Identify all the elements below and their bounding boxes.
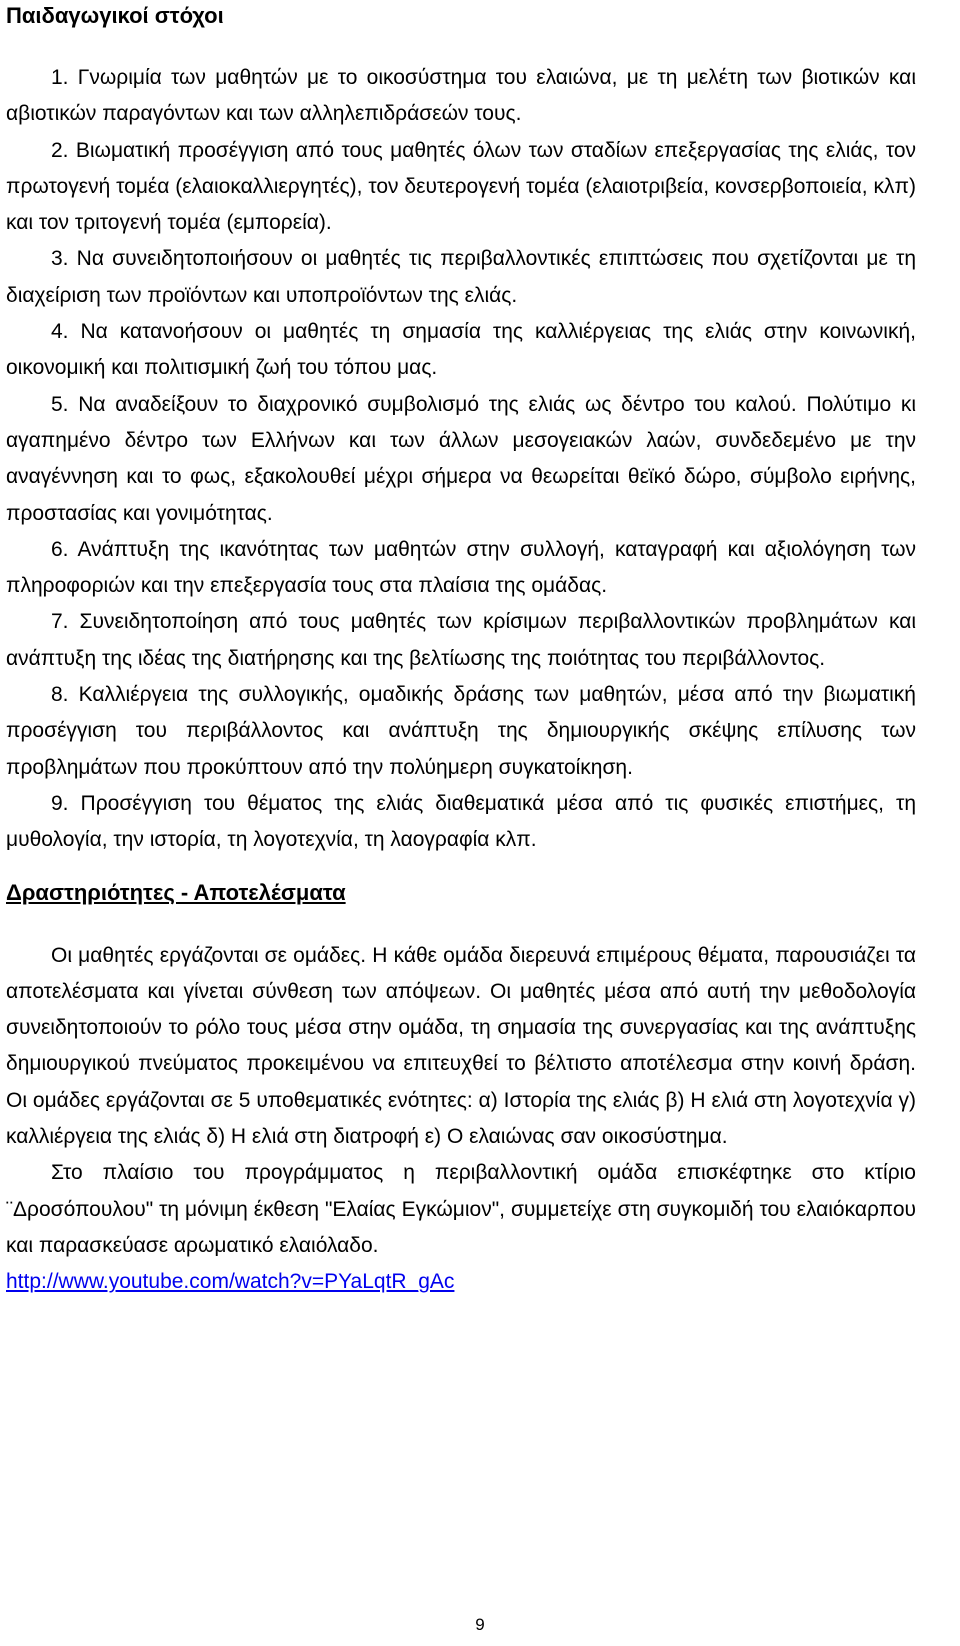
goal-item-9: 9. Προσέγγιση του θέματος της ελιάς διαθεματικά μέσα από τις φυσικές επιστήμες, τη μυθολογία, την ιστορία, τη λογοτεχνία, τη λαογραφία κλπ. xyxy=(6,791,916,852)
goal-item-6: 6. Ανάπτυξη της ικανότητας των μαθητών στην συλλογή, καταγραφή και αξιολόγηση των πληροφοριών και την επεξεργασία τους στα πλαίσια της ομάδας. xyxy=(6,537,916,598)
goal-item-5: 5. Να αναδείξουν το διαχρονικό συμβολισμό της ελιάς ως δέντρο του καλού. Πολύτιμο κι αγαπημένο δέντρο των Ελλήνων και των άλλων μεσογειακών λαών, συνδεδεμένο με την αναγέννηση και το φως, εξακολουθεί μέχρι σήμερα να θεωρείται θεϊκό δώρο, σύμβολο ειρήνης, προστασίας και γονιμότητας. xyxy=(6,392,916,525)
activities-paragraph-1: Οι μαθητές εργάζονται σε ομάδες. Η κάθε ομάδα διερευνά επιμέρους θέματα, παρουσιάζει τα αποτελέσματα και γίνεται σύνθεση των απόψεων. Οι μαθητές μέσα από αυτή την μεθοδολογία συνειδητοποιούν το ρόλο τους μέσα στην ομάδα, τη σημασία της συνεργασίας και της ανάπτυξης δημιουργικού πνεύματος προκειμένου να επιτευχθεί το βέλτιστο αποτέλεσμα στην κοινή δράση. Οι ομάδες εργάζονται σε 5 υποθεματικές ενότητες: α) Ιστορία της ελιάς β) Η ελιά στη λογοτεχνία γ) καλλιέργεια της ελιάς δ) Η ελιά στη διατροφή ε) Ο ελαιώνας σαν οικοσύστημα. xyxy=(6,943,916,1149)
activities-heading-text: Δραστηριότητες - Αποτελέσματα xyxy=(6,879,346,905)
section-heading-activities xyxy=(6,879,916,907)
goal-item-1: 1. Γνωριμία των μαθητών με το οικοσύστημα του ελαιώνα, με τη μελέτη των βιοτικών και αβιοτικών παραγόντων και των αλληλεπιδράσεών τους. xyxy=(6,66,916,126)
goal-item-4: 4. Να κατανοήσουν οι μαθητές τη σημασία της καλλιέργειας της ελιάς στην κοινωνική, οικονομική και πολιτισμική ζωή του τόπου μας. xyxy=(6,320,916,380)
section-heading-goals: Παιδαγωγικοί στόχοι xyxy=(6,3,224,28)
activities-section xyxy=(6,938,916,1301)
youtube-link[interactable]: http://www.youtube.com/watch?v=PYaLqtR_gAc xyxy=(6,1270,455,1294)
goals-list xyxy=(6,60,916,859)
goal-item-2: 2. Βιωματική προσέγγιση από τους μαθητές όλων των σταδίων επεξεργασίας της ελιάς, τον πρωτογενή τομέα (ελαιοκαλλιεργητές), τον δευτερογενή τομέα (ελαιοτριβεία, κονσερβοποιεία, κλπ) και τον τριτογενή τομέα (εμπορεία). xyxy=(6,138,916,235)
activities-paragraph-2: Στο πλαίσιο του προγράμματος η περιβαλλοντική ομάδα επισκέφτηκε στο κτίριο ¨Δροσόπουλου" τη μόνιμη έκθεση "Ελαίας Εγκώμιον", συμμετείχε στη συγκομιδή του ελαιόκαρπου και παρασκεύασε αρωματικό ελαιόλαδο. xyxy=(6,1161,916,1257)
goal-item-7: 7. Συνειδητοποίηση από τους μαθητές των κρίσιμων περιβαλλοντικών προβλημάτων και ανάπτυξη της ιδέας της διατήρησης και της βελτίωσης της ποιότητας του περιβάλλοντος. xyxy=(6,610,916,670)
goal-item-3: 3. Να συνειδητοποιήσουν οι μαθητές τις περιβαλλοντικές επιπτώσεις που σχετίζονται με τη διαχείριση των προϊόντων και υποπροϊόντων της ελιάς. xyxy=(6,247,916,307)
page-number: 9 xyxy=(475,1615,485,1634)
goal-item-8: 8. Καλλιέργεια της συλλογικής, ομαδικής δράσης των μαθητών, μέσα από την βιωματική προσέγγιση του περιβάλλοντος και ανάπτυξη της δημιουργικής σκέψης επίλυσης των προβλημάτων που προκύπτουν από την πολύημερη συγκατοίκηση. xyxy=(6,683,916,779)
